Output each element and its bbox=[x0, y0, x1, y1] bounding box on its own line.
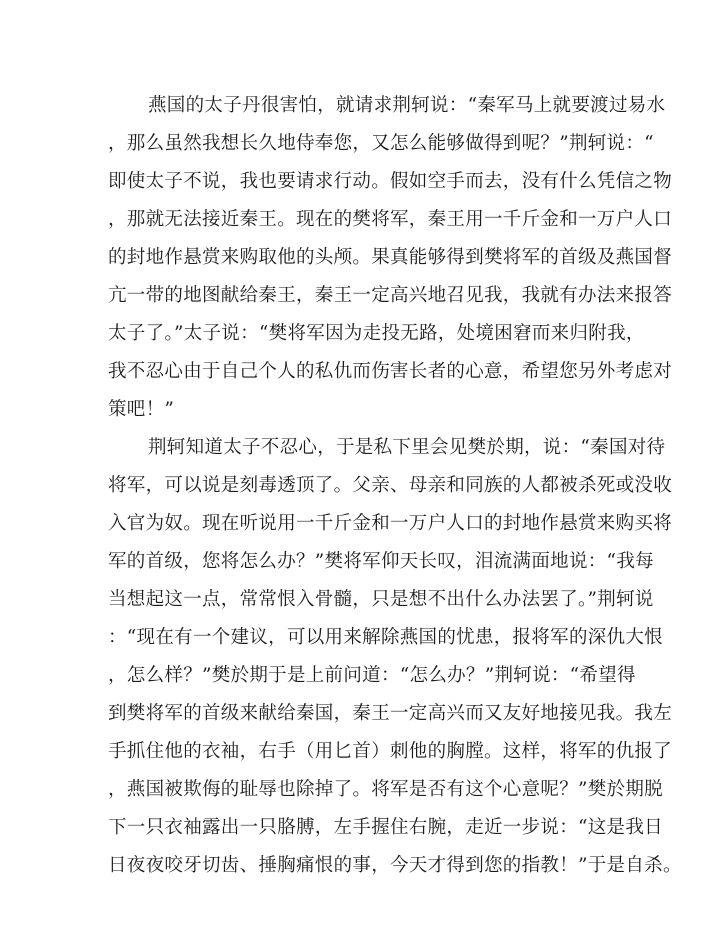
paragraph-1-line-4: ，那就无法接近秦王。现在的樊将军，秦王用一千斤金和一万户人口 bbox=[108, 209, 673, 230]
paragraph-2-line-6: ：“现在有一个建议，可以用来解除燕国的忧患，报将军的深仇大恨 bbox=[108, 627, 663, 648]
paragraph-2-line-1: 荆轲知道太子不忍心，于是私下里会见樊於期，说：“秦国对待 bbox=[148, 437, 666, 458]
paragraph-1-line-1: 燕国的太子丹很害怕，就请求荆轲说：“秦军马上就要渡过易水 bbox=[148, 95, 666, 116]
paragraph-1-line-3: 即使太子不说，我也要请求行动。假如空手而去，没有什么凭信之物 bbox=[108, 171, 673, 192]
paragraph-1-line-9: 策吧！” bbox=[108, 399, 175, 420]
paragraph-2-line-3: 入官为奴。现在听说用一千斤金和一万户人口的封地作悬赏来购买将 bbox=[108, 513, 673, 534]
paragraph-1-line-5: 的封地作悬赏来购取他的头颅。果真能够得到樊将军的首级及燕国督 bbox=[108, 247, 673, 268]
paragraph-2-line-10: ，燕国被欺侮的耻辱也除掉了。将军是否有这个心意呢？”樊於期脱 bbox=[108, 779, 663, 800]
paragraph-1-line-2: ，那么虽然我想长久地侍奉您，又怎么能够做得到呢？”荆轲说：“ bbox=[108, 133, 654, 154]
paragraph-1-line-7: 太子了。”太子说：“樊将军因为走投无路，处境困窘而来归附我， bbox=[108, 323, 645, 344]
paragraph-2-line-9: 手抓住他的衣袖，右手（用匕首）刺他的胸膛。这样，将军的仇报了 bbox=[108, 741, 673, 762]
paragraph-2-line-2: 将军，可以说是刻毒透顶了。父亲、母亲和同族的人都被杀死或没收 bbox=[108, 475, 673, 496]
paragraph-1-line-8: 我不忍心由于自己个人的私仇而伤害长者的心意，希望您另外考虑对 bbox=[108, 361, 673, 382]
paragraph-2-line-7: ，怎么样？”樊於期于是上前问道：“怎么办？”荆轲说：“希望得 bbox=[108, 665, 636, 686]
paragraph-1-line-6: 亢一带的地图献给秦王，秦王一定高兴地召见我，我就有办法来报答 bbox=[108, 285, 673, 306]
paragraph-2-line-11: 下一只衣袖露出一只胳膊，左手握住右腕，走近一步说：“这是我日 bbox=[108, 817, 663, 838]
paragraph-2-line-8: 到樊将军的首级来献给秦国，秦王一定高兴而又友好地接见我。我左 bbox=[108, 703, 673, 724]
paragraph-2-line-5: 当想起这一点，常常恨入骨髓，只是想不出什么办法罢了。”荆轲说 bbox=[108, 589, 654, 610]
paragraph-2-line-12: 日夜夜咬牙切齿、捶胸痛恨的事，今天才得到您的指教！”于是自杀。 bbox=[108, 855, 682, 876]
paragraph-2-line-4: 军的首级，您将怎么办？”樊将军仰天长叹，泪流满面地说：“我每 bbox=[108, 551, 654, 572]
